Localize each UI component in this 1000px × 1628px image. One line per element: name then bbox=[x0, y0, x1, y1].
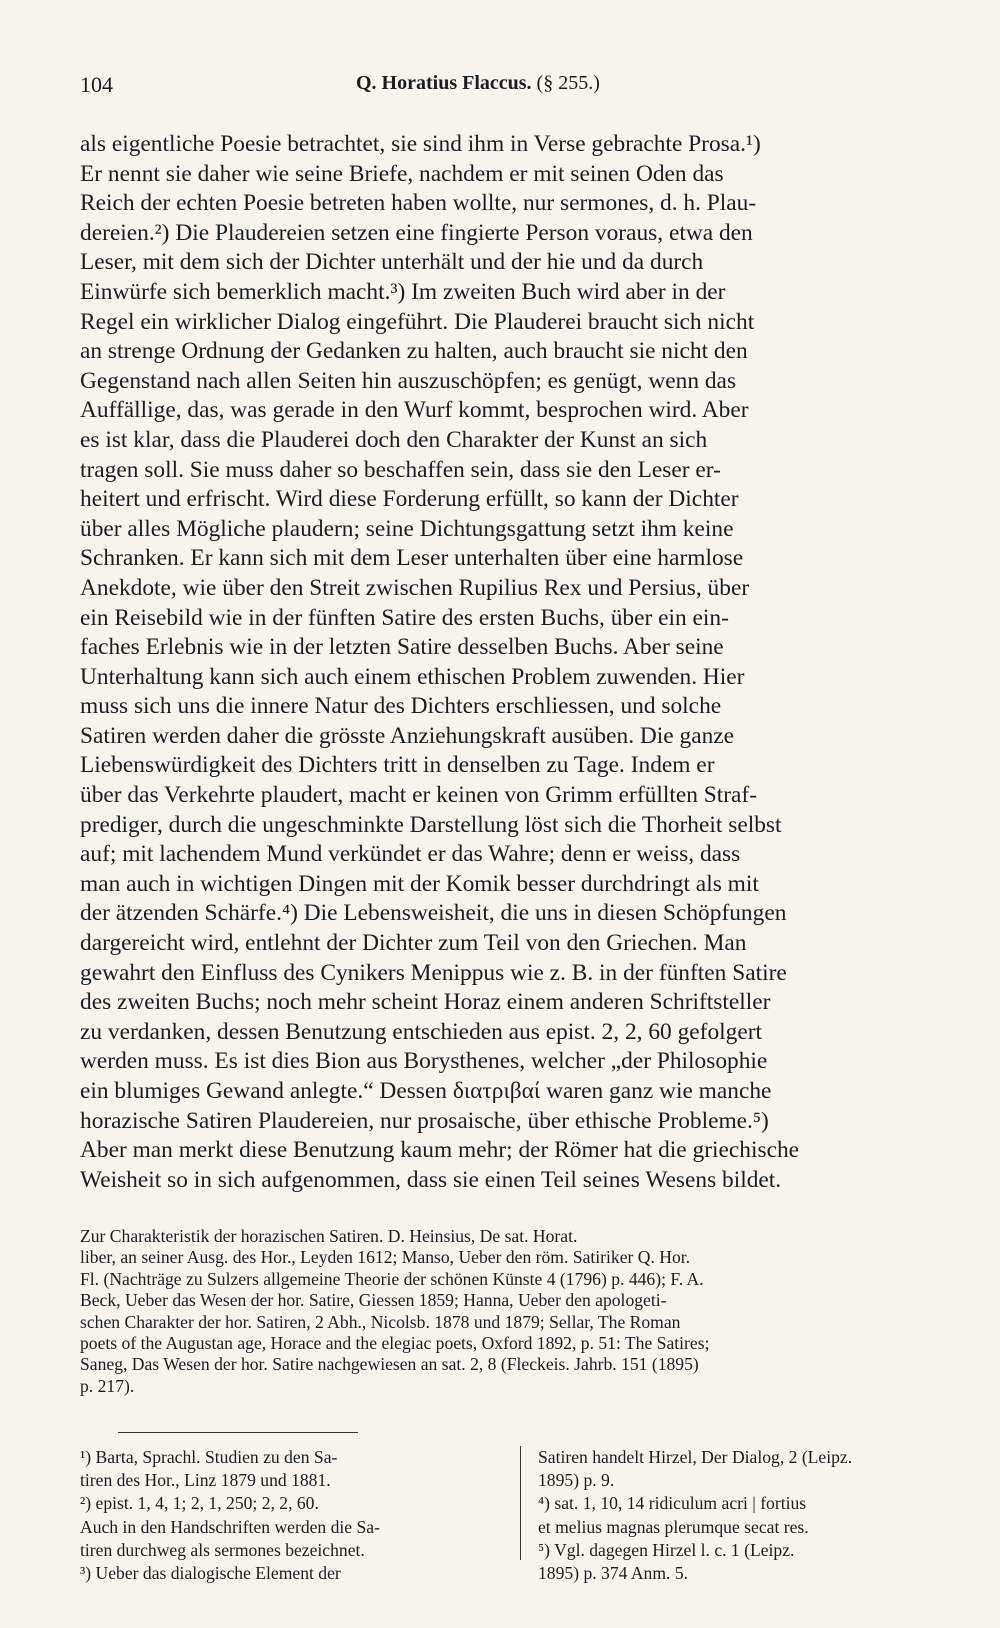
text-line: heitert und erfrischt. Wird diese Forderung erfüllt, so kann der Dichter bbox=[80, 486, 739, 513]
footnote-line: tiren durchweg als sermones bezeichnet. bbox=[80, 1539, 365, 1560]
section-number: (§ 255.) bbox=[536, 72, 600, 94]
footnote-line: ²) epist. 1, 4, 1; 2, 1, 250; 2, 2, 60. bbox=[80, 1493, 319, 1514]
text-line: Anekdote, wie über den Streit zwischen Rupilius Rex und Persius, über bbox=[80, 574, 750, 601]
text-line: Aber man merkt diese Benutzung kaum mehr; der Römer hat die griechische bbox=[80, 1137, 800, 1164]
running-title-text: Q. Horatius Flaccus. bbox=[356, 72, 532, 94]
footnotes-left-column bbox=[80, 1446, 496, 1585]
text-line: Auffällige, das, was gerade in den Wurf kommt, besprochen wird. Aber bbox=[80, 397, 749, 424]
text-line: über alles Mögliche plaudern; seine Dichtungsgattung setzt ihm keine bbox=[80, 515, 734, 542]
bibliography-note bbox=[80, 1226, 960, 1397]
footnote-line: ³) Ueber das dialogische Element der bbox=[80, 1563, 341, 1584]
bib-line: schen Charakter der hor. Satiren, 2 Abh., Nicolsb. 1878 und 1879; Sellar, The Roman bbox=[80, 1311, 681, 1332]
text-line: Einwürfe sich bemerklich macht.³) Im zweiten Buch wird aber in der bbox=[80, 278, 726, 305]
text-line: Regel ein wirklicher Dialog eingeführt. Die Plauderei braucht sich nicht bbox=[80, 308, 755, 335]
footnote-column-divider bbox=[520, 1446, 521, 1560]
text-line: als eigentliche Poesie betrachtet, sie sind ihm in Verse gebrachte Prosa.¹) bbox=[80, 131, 761, 157]
text-line: dereien.²) Die Plaudereien setzen eine fingierte Person voraus, etwa den bbox=[80, 219, 753, 246]
text-line: ein blumiges Gewand anlegte.“ Dessen διατριβαί waren ganz wie manche bbox=[80, 1078, 772, 1104]
text-line: prediger, durch die ungeschminkte Darstellung löst sich die Thorheit selbst bbox=[80, 811, 782, 838]
bib-line: Fl. (Nachträge zu Sulzers allgemeine Theorie der schönen Künste 4 (1796) p. 446); F. A. bbox=[80, 1268, 704, 1289]
text-line: Satiren werden daher die grösste Anziehungskraft ausüben. Die ganze bbox=[80, 722, 735, 749]
footnote-line: 1895) p. 374 Anm. 5. bbox=[538, 1563, 689, 1584]
text-line: über das Verkehrte plaudert, macht er keinen von Grimm erfüllten Straf- bbox=[80, 782, 758, 809]
running-header bbox=[80, 66, 680, 106]
text-line: muss sich uns die innere Natur des Dichters erschliessen, und solche bbox=[80, 693, 722, 720]
footnotes-right-column bbox=[538, 1446, 954, 1585]
footnote-line: ¹) Barta, Sprachl. Studien zu den Sa- bbox=[80, 1447, 338, 1467]
bib-line: poets of the Augustan age, Horace and the elegiac poets, Oxford 1892, p. 51: The Satires; bbox=[80, 1333, 710, 1354]
footnote-line: et melius magnas plerumque secat res. bbox=[538, 1516, 809, 1537]
footnote-rule bbox=[118, 1432, 358, 1433]
bib-line: liber, an seiner Ausg. des Hor., Leyden 1612; Manso, Ueber den röm. Satiriker Q. Hor. bbox=[80, 1247, 691, 1268]
text-line: zu verdanken, dessen Benutzung entschieden aus epist. 2, 2, 60 gefolgert bbox=[80, 1018, 763, 1045]
bib-line: Zur Charakteristik der horazischen Satiren. D. Heinsius, De sat. Horat. bbox=[80, 1226, 578, 1246]
text-line: gewahrt den Einfluss des Cynikers Menippus wie z. B. in der fünften Satire bbox=[80, 959, 787, 986]
footnote-line: Auch in den Handschriften werden die Sa- bbox=[80, 1516, 380, 1537]
text-line: faches Erlebnis wie in der letzten Satire desselben Buchs. Aber seine bbox=[80, 634, 724, 661]
text-line: es ist klar, dass die Plauderei doch den Charakter der Kunst an sich bbox=[80, 426, 708, 453]
text-line: der ätzenden Schärfe.⁴) Die Lebensweisheit, die uns in diesen Schöpfungen bbox=[80, 900, 787, 927]
footnote-line: tiren des Hor., Linz 1879 und 1881. bbox=[80, 1470, 331, 1491]
text-line: auf; mit lachendem Mund verkündet er das Wahre; denn er weiss, dass bbox=[80, 841, 741, 868]
footnote-line: ⁴) sat. 1, 10, 14 ridiculum acri | fortius bbox=[538, 1493, 807, 1514]
footnote-line: ⁵) Vgl. dagegen Hirzel l. c. 1 (Leipz. bbox=[538, 1539, 795, 1560]
page-number: 104 bbox=[80, 72, 113, 97]
text-line: Weisheit so in sich aufgenommen, dass sie einen Teil seines Wesens bildet. bbox=[80, 1166, 782, 1193]
bib-line: p. 217). bbox=[80, 1375, 135, 1396]
text-line: tragen soll. Sie muss daher so beschaffen sein, dass sie den Leser er- bbox=[80, 456, 721, 483]
text-line: Reich der echten Poesie betreten haben wollte, nur sermones, d. h. Plau- bbox=[80, 190, 757, 217]
text-line: Unterhaltung kann sich auch einem ethischen Problem zuwenden. Hier bbox=[80, 663, 745, 690]
text-line: ein Reisebild wie in der fünften Satire des ersten Buchs, über ein ein- bbox=[80, 604, 729, 631]
text-line: des zweiten Buchs; noch mehr scheint Horaz einem anderen Schriftsteller bbox=[80, 989, 771, 1016]
text-line: dargereicht wird, entlehnt der Dichter zum Teil von den Griechen. Man bbox=[80, 930, 747, 957]
text-line: Gegenstand nach allen Seiten hin auszuschöpfen; es genügt, wenn das bbox=[80, 367, 737, 394]
text-line: Leser, mit dem sich der Dichter unterhält und der hie und da durch bbox=[80, 249, 704, 276]
text-line: man auch in wichtigen Dingen mit der Komik besser durchdringt als mit bbox=[80, 870, 759, 897]
running-title bbox=[356, 72, 600, 95]
text-line: Er nennt sie daher wie seine Briefe, nachdem er mit seinen Oden das bbox=[80, 160, 724, 187]
main-text bbox=[80, 130, 960, 1195]
text-line: Schranken. Er kann sich mit dem Leser unterhalten über eine harmlose bbox=[80, 545, 744, 572]
text-line: an strenge Ordnung der Gedanken zu halten, auch braucht sie nicht den bbox=[80, 338, 748, 365]
text-line: Liebenswürdigkeit des Dichters tritt in denselben zu Tage. Indem er bbox=[80, 752, 715, 779]
footnote-line: Satiren handelt Hirzel, Der Dialog, 2 (Leipz. bbox=[538, 1447, 853, 1467]
bib-line: Saneg, Das Wesen der hor. Satire nachgewiesen an sat. 2, 8 (Fleckeis. Jahrb. 151 (1895) bbox=[80, 1354, 699, 1375]
text-line: horazische Satiren Plaudereien, nur prosaische, über ethische Probleme.⁵) bbox=[80, 1107, 769, 1134]
bib-line: Beck, Ueber das Wesen der hor. Satire, Giessen 1859; Hanna, Ueber den apologeti- bbox=[80, 1290, 667, 1311]
text-line: werden muss. Es ist dies Bion aus Borysthenes, welcher „der Philosophie bbox=[80, 1048, 768, 1075]
footnote-line: 1895) p. 9. bbox=[538, 1470, 615, 1491]
